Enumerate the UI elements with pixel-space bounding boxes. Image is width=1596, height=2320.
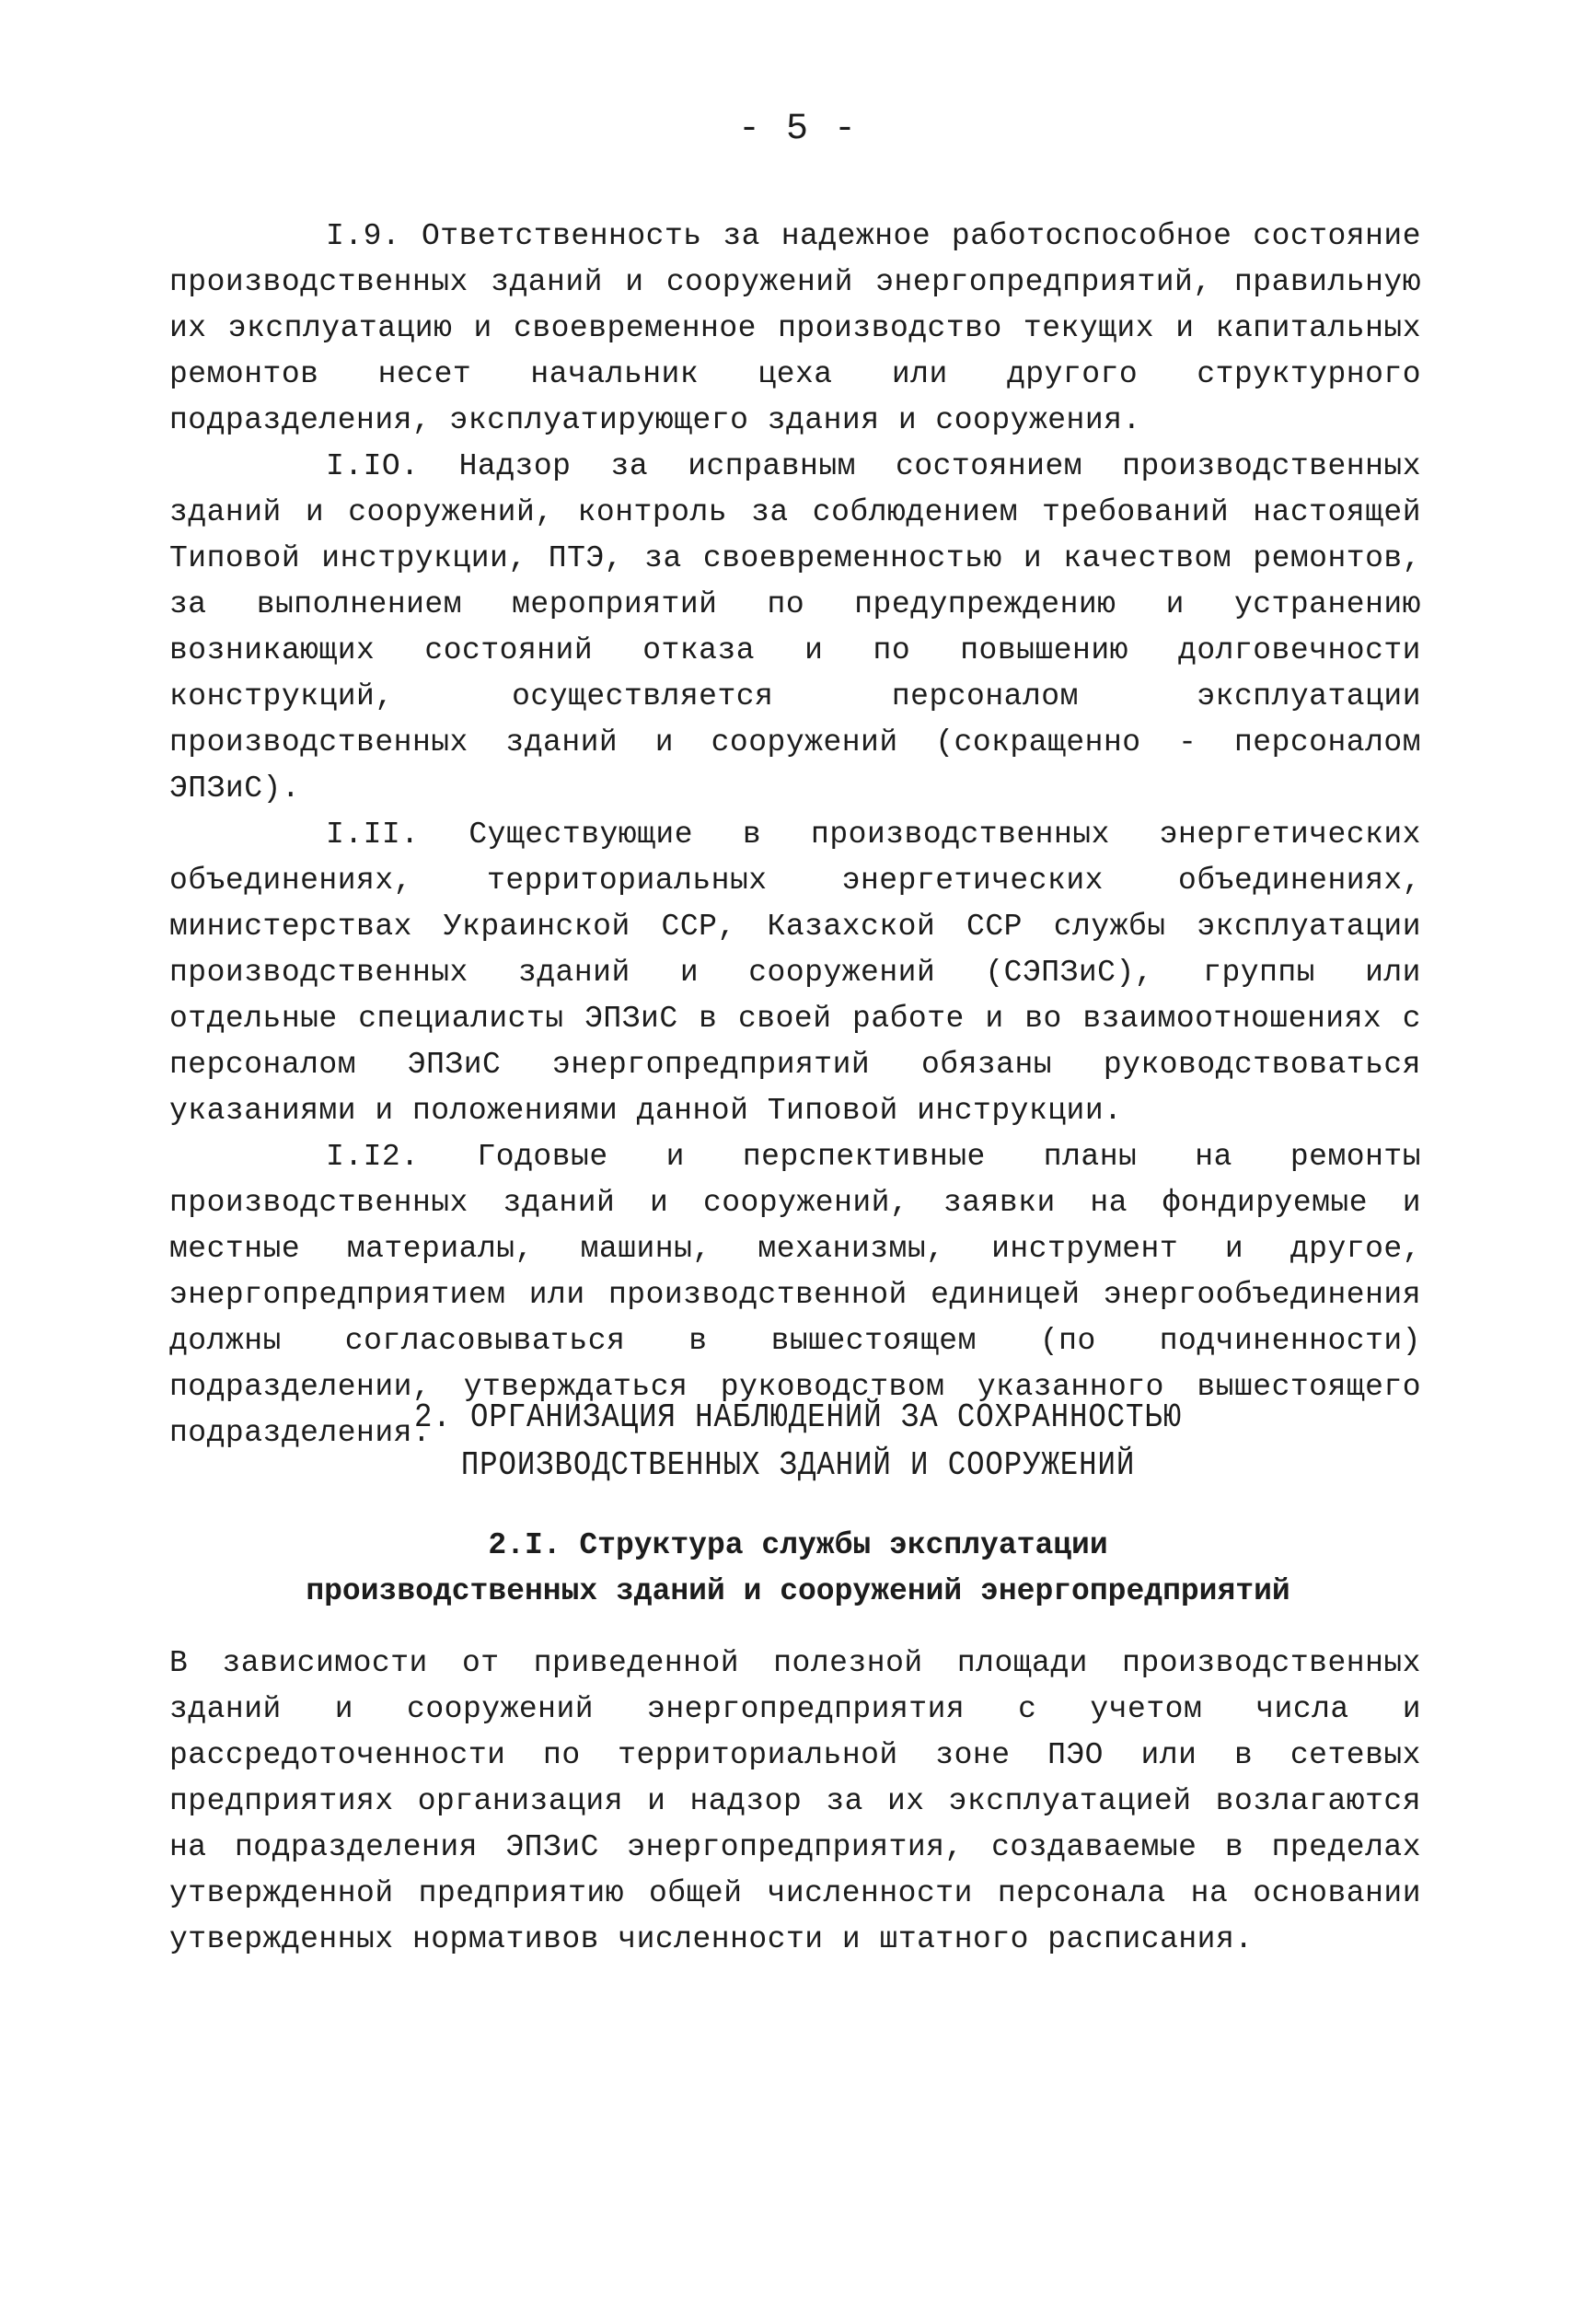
section-heading-line-1: 2. ОРГАНИЗАЦИЯ НАБЛЮДЕНИЙ ЗА СОХРАННОСТЬЮ bbox=[413, 1398, 1183, 1436]
paragraph-1-9: I.9. Ответственность за надежное работоспособное состояние производственных зданий и сооружений энергопредприятий, правильную их эксплуатацию и своевременное производство текущих и капитальных ремонтов несет начальник цеха или другого структурного подразделения, эксплуатирующего здания и сооружения. bbox=[169, 219, 1421, 437]
section-heading bbox=[80, 1394, 1517, 1490]
section-paragraphs-block bbox=[169, 1641, 1421, 1963]
section-paragraph: В зависимости от приведенной полезной площади производственных зданий и сооружений энергопредприятия с учетом числа и рассредоточенности по территориальной зоне ПЭО или в сетевых предприятиях организация и надзор за их эксплуатацией возлагаются на подразделения ЭПЗиС энергопредприятия, создаваемые в пределах утвержденной предприятию общей численности персонала на основании утвержденных нормативов численности и штатного расписания. bbox=[169, 1646, 1421, 1956]
paragraph-1-10: I.IО. Надзор за исправным состоянием производственных зданий и сооружений, контроль за соблюдением требований настоящей Типовой инструкции, ПТЭ, за своевременностью и качеством ремонтов, за выполнением мероприятий по предупреждению и устранению возникающих состояний отказа и по повышению долговечности конструкций, осуществляется персоналом эксплуатации производственных зданий и сооружений (сокращенно - персоналом ЭПЗиС). bbox=[169, 449, 1421, 806]
page-number: - 5 - bbox=[737, 109, 859, 150]
section-heading-line-2: ПРОИЗВОДСТВЕННЫХ ЗДАНИЙ И СООРУЖЕНИЙ bbox=[460, 1446, 1136, 1484]
subsection-heading bbox=[0, 1523, 1596, 1615]
subsection-heading-line-2: производственных зданий и сооружений энергопредприятий bbox=[306, 1574, 1290, 1608]
subsection-heading-line-1: 2.I. Структура службы эксплуатации bbox=[488, 1528, 1108, 1562]
paragraph-1-12: I.I2. Годовые и перспективные планы на ремонты производственных зданий и сооружений, заявки на фондируемые и местные материалы, машины, механизмы, инструмент и другое, энергопредприятием или производственной единицей энергообъединения должны согласовываться в вышестоящем (по подчиненности) подразделении, утверждаться руководством указанного вышестоящего подразделения. bbox=[169, 1140, 1421, 1450]
paragraph-1-11: I.II. Существующие в производственных энергетических объединениях, территориальных энергетических объединениях, министерствах Украинской ССР, Казахской ССР службы эксплуатации производственных зданий и сооружений (СЭПЗиС), группы или отдельные специалисты ЭПЗиС в своей работе и во взаимоотношениях с персоналом ЭПЗиС энергопредприятий обязаны руководствоваться указаниями и положениями данной Типовой инструкции. bbox=[169, 818, 1421, 1128]
paragraphs-block bbox=[169, 214, 1421, 1456]
